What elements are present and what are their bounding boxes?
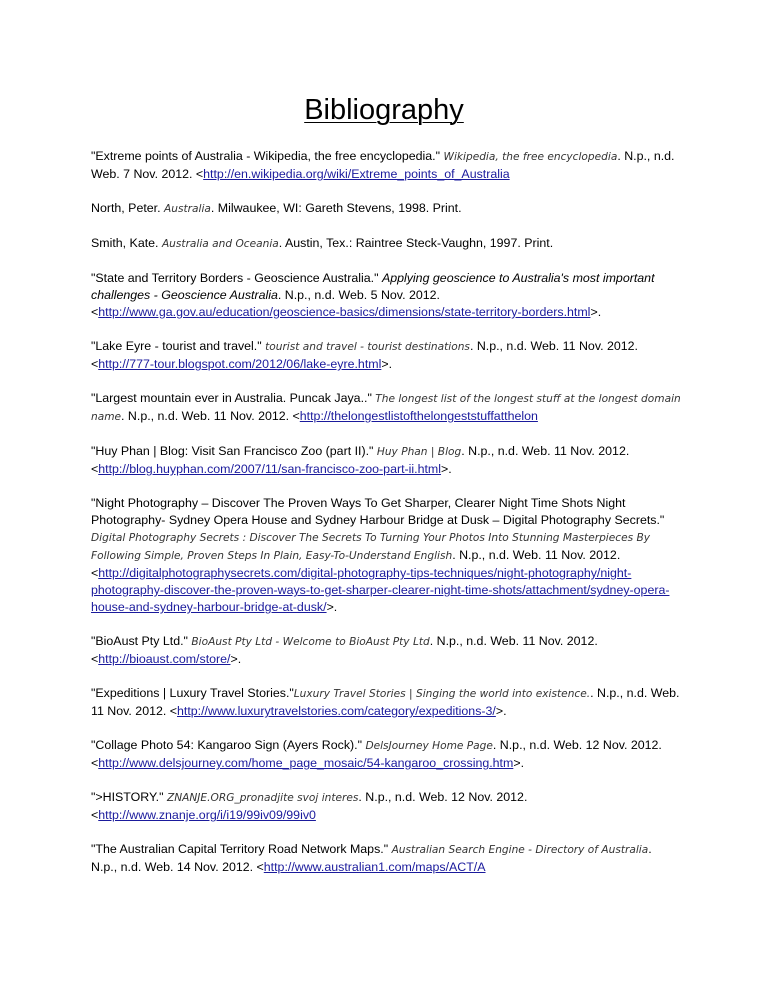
entry-tail: >. [326, 600, 338, 614]
bibliography-entry [91, 390, 681, 426]
entry-tail: >. [381, 357, 393, 371]
entry-url-link[interactable]: http://www.delsjourney.com/home_page_mosaic/54-kangaroo_crossing.htm [98, 756, 514, 770]
entry-source: Applying geoscience to Australia's most important challenges - Geoscience Australia [91, 271, 655, 302]
entry-lead: ">HISTORY." [91, 790, 167, 804]
entry-url-link[interactable]: http://www.ga.gov.au/education/geoscience-basics/dimensions/state-territory-borders.html [98, 305, 591, 319]
entry-lead: "State and Territory Borders - Geoscience Australia." [91, 271, 382, 285]
entry-url-link[interactable]: http://bioaust.com/store/ [98, 652, 231, 666]
entry-url-link[interactable]: http://www.luxurytravelstories.com/category/expeditions-3/ [177, 704, 496, 718]
entry-source: ZNANJE.ORG_pronadjite svoj interes [166, 792, 359, 804]
entry-details: . Milwaukee, WI: Gareth Stevens, 1998. Print. [210, 201, 462, 215]
entry-details: . N.p., n.d. Web. 14 Nov. 2012. < [91, 842, 652, 874]
entry-details: . N.p., n.d. Web. 11 Nov. 2012. < [91, 548, 621, 580]
entry-lead: "Huy Phan | Blog: Visit San Francisco Zoo (part II)." [91, 444, 377, 458]
entry-source: Australia [164, 203, 211, 215]
entry-details: . N.p., n.d. Web. 11 Nov. 2012. < [91, 634, 598, 666]
entry-lead: "Night Photography – Discover The Proven Ways To Get Sharper, Clearer Night Time Shots Night Photography- Sydney Opera House and Sydney Harbour Bridge at Dusk – Digital Photography Secrets." [91, 496, 665, 527]
entry-source: Huy Phan | Blog [376, 446, 462, 458]
entry-source: Wikipedia, the free encyclopedia [443, 151, 618, 163]
entry-url-link[interactable]: http://777-tour.blogspot.com/2012/06/lake-eyre.html [98, 357, 382, 371]
entry-source: BioAust Pty Ltd - Welcome to BioAust Pty Ltd [191, 636, 430, 648]
bibliography-entry [91, 270, 681, 321]
entry-source: Australia and Oceania [161, 238, 279, 250]
entry-source: DelsJourney Home Page [365, 740, 493, 752]
entry-details: . N.p., n.d. Web. 11 Nov. 2012. < [91, 444, 630, 476]
entry-tail: >. [590, 305, 602, 319]
entry-details: . N.p., n.d. Web. 12 Nov. 2012. < [91, 790, 528, 822]
entry-details: . N.p., n.d. Web. 12 Nov. 2012. < [91, 738, 662, 770]
entry-lead: "Expeditions | Luxury Travel Stories." [91, 686, 294, 700]
bibliography-entry [91, 633, 681, 668]
bibliography-entry [91, 235, 681, 253]
bibliography-entry [91, 443, 681, 478]
bibliography-entry [91, 200, 681, 218]
entry-source: Digital Photography Secrets : Discover The Secrets To Turning Your Photos Into Stunning Masterpieces By Following Simple, Proven Steps In Plain, Easy-To-Understand English [91, 532, 651, 562]
bibliography-entry [91, 841, 681, 876]
entry-url-link[interactable]: http://thelongestlistofthelongeststuffatthelon [299, 409, 538, 423]
entry-source: Luxury Travel Stories | Singing the world into existence. [293, 688, 591, 700]
entry-details: . N.p., n.d. Web. 7 Nov. 2012. < [91, 149, 675, 181]
entry-details: . N.p., n.d. Web. 5 Nov. 2012. < [91, 288, 440, 319]
entry-lead: "The Australian Capital Territory Road Network Maps." [91, 842, 392, 856]
entry-tail: >. [230, 652, 242, 666]
entry-source: The longest list of the longest stuff at the longest domain name [91, 393, 681, 423]
bibliography-entry [91, 338, 681, 373]
entry-url-link[interactable]: http://en.wikipedia.org/wiki/Extreme_points_of_Australia [203, 167, 510, 181]
entry-lead: "Collage Photo 54: Kangaroo Sign (Ayers Rock)." [91, 738, 366, 752]
bibliography-entry [91, 495, 681, 616]
entry-details: . N.p., n.d. Web. 11 Nov. 2012. < [121, 409, 300, 423]
entry-lead: "Lake Eyre - tourist and travel." [91, 339, 266, 353]
entry-lead: "Extreme points of Australia - Wikipedia, the free encyclopedia." [91, 149, 444, 163]
entry-url-link[interactable]: http://www.australian1.com/maps/ACT/A [263, 860, 486, 874]
entry-tail: >. [441, 462, 452, 476]
entry-lead: "Largest mountain ever in Australia. Puncak Jaya.." [91, 391, 376, 405]
entry-tail: >. [495, 704, 507, 718]
bibliography-entry [91, 789, 681, 824]
entry-lead: North, Peter. [91, 201, 165, 215]
entry-details: . Austin, Tex.: Raintree Steck-Vaughn, 1997. Print. [278, 236, 554, 250]
entry-tail: >. [513, 756, 525, 770]
bibliography-entry [91, 737, 681, 772]
page-title: Bibliography [304, 94, 464, 126]
entry-source: tourist and travel - tourist destinations [265, 341, 470, 353]
entry-url-link[interactable]: http://www.znanje.org/i/i19/99iv09/99iv0 [98, 808, 316, 822]
entry-lead: "BioAust Pty Ltd." [91, 634, 192, 648]
entry-details: . N.p., n.d. Web. 11 Nov. 2012. < [91, 339, 638, 371]
entry-details: . N.p., n.d. Web. 11 Nov. 2012. < [91, 686, 680, 718]
entry-url-link[interactable]: http://digitalphotographysecrets.com/digital-photography-tips-techniques/night-photography/night-photography-discover-the-proven-ways-to-get-sharper-clearer-night-time-shots/attachment/sydney-opera-house-and-sydney-harbour-bridge-at-dusk/ [91, 566, 670, 614]
entry-lead: Smith, Kate. [91, 236, 162, 250]
bibliography-entry [91, 148, 681, 183]
entry-url-link[interactable]: http://blog.huyphan.com/2007/11/san-francisco-zoo-part-ii.html [98, 462, 442, 476]
bibliography-list [91, 148, 681, 893]
entry-source: Australian Search Engine - Directory of Australia [391, 844, 649, 856]
bibliography-entry [91, 685, 681, 720]
